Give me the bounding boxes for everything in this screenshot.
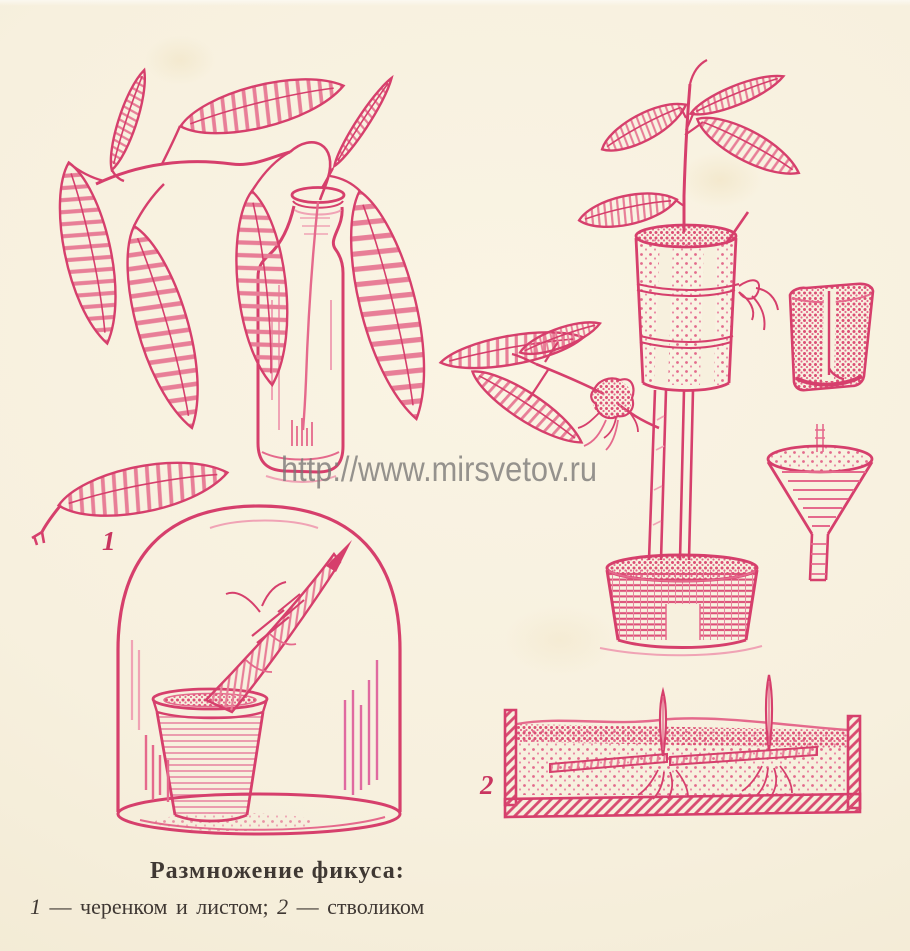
leaf: [110, 219, 216, 435]
pot-under-jar: [153, 689, 267, 821]
leaf: [228, 189, 296, 388]
caption-legend: [30, 894, 424, 919]
detached-leaf-cutting: [32, 450, 232, 545]
top-shoot: [576, 60, 806, 234]
tray-bottom: [505, 794, 860, 817]
legend-item-2: — стволиком: [296, 894, 425, 919]
legend-item-1: — черенком и листом;: [49, 894, 269, 919]
layering-pot-on-stem: [636, 212, 778, 391]
split-pot: [790, 284, 873, 390]
cutting-stem-in-water: [303, 202, 318, 430]
leaf: [333, 184, 443, 425]
trunk-and-stake: [649, 390, 693, 560]
lower-pot: [600, 555, 762, 655]
caption-title: Размножение фикуса:: [150, 858, 405, 884]
leaf: [175, 65, 348, 146]
legend-number-2: 2: [277, 894, 289, 919]
tray-left-wall: [505, 710, 516, 805]
watermark: http://www.mirsvetov.ru: [281, 450, 598, 489]
figure-label-2: 2: [480, 770, 494, 800]
air-layering-plant: [438, 60, 806, 655]
cuttings-tray: [505, 675, 860, 817]
bell-jar-scene: [118, 506, 400, 834]
branch-with-leaves: [46, 65, 443, 435]
rolled-leaf-cutting: [206, 540, 352, 712]
funnel-pot: [768, 424, 872, 580]
leaf: [46, 158, 129, 348]
figure-label-1: 1: [102, 526, 116, 556]
side-branch: [438, 314, 659, 454]
leaf: [103, 67, 153, 172]
moss-knot: [578, 378, 638, 450]
legend-number-1: 1: [30, 894, 41, 919]
string-bow: [739, 280, 778, 330]
